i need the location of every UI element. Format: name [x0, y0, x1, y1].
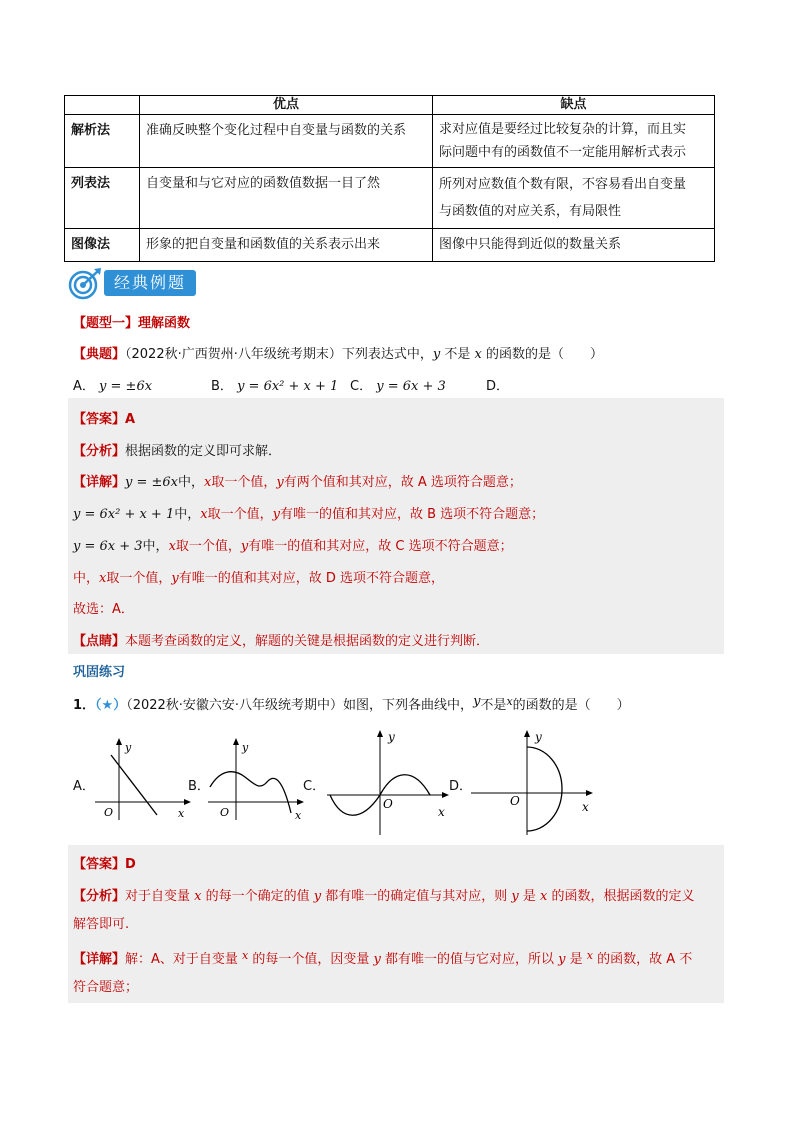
- question-line: [73, 343, 603, 362]
- detail-line: [73, 948, 692, 967]
- graph-d: [468, 727, 598, 837]
- var-x: x: [242, 949, 249, 962]
- detail-expr: y = 6x² + x + 1: [73, 507, 175, 522]
- row-con-line: 求对应值是要经过比较复杂的计算，而且实: [439, 122, 687, 137]
- detail-line: [73, 471, 522, 490]
- analysis-text: 对于自变量: [125, 889, 195, 904]
- answer-value: D: [125, 857, 136, 872]
- var-y: y: [276, 475, 284, 490]
- analysis-tag: 【分析】: [73, 889, 126, 904]
- detail-expr: y = 6x + 3: [73, 539, 143, 554]
- graph-label-c: C．: [303, 779, 326, 794]
- table-header-row: [65, 96, 715, 115]
- axis-x-label: x: [295, 809, 302, 822]
- detail-text: 中，: [73, 571, 100, 586]
- row-method: 图像法: [65, 229, 140, 262]
- option-c: [350, 375, 446, 394]
- section-title: 【题型一】理解函数: [73, 316, 191, 331]
- table-row: [65, 229, 715, 262]
- row-method: 解析法: [65, 115, 140, 168]
- row-con-line: 图像中只能得到近似的数量关系: [439, 237, 622, 252]
- var-y: y: [313, 889, 322, 904]
- row-method: 列表法: [65, 168, 140, 229]
- question-number: 1．: [73, 698, 96, 713]
- detail-text: 有唯一的值和其对应，故 B 选项不符合题意；: [279, 507, 545, 522]
- option-label: A．: [73, 379, 95, 394]
- practice-title: 巩固练习: [73, 665, 126, 680]
- graph-label-a: A．: [73, 779, 95, 794]
- graph-b: [205, 735, 305, 825]
- banner-title: 经典例题: [104, 270, 196, 296]
- var-x: x: [194, 889, 202, 904]
- detail-text: 中，: [142, 539, 169, 554]
- comment-line: [73, 630, 489, 649]
- var-x: x: [99, 571, 107, 586]
- answer-tag: 【答案】: [73, 412, 126, 427]
- detail-text: 中，: [174, 507, 201, 522]
- table-row: [65, 168, 715, 229]
- question-tag: 【典题】: [73, 347, 126, 362]
- solution-block: [68, 398, 724, 654]
- detail-text: 都有唯一的值与它对应，所以: [380, 952, 559, 967]
- var-x: x: [200, 507, 208, 522]
- target-icon: [68, 267, 102, 301]
- option-b: [211, 375, 338, 394]
- row-con: [433, 229, 715, 262]
- difficulty-star: （★）: [95, 698, 127, 713]
- practice-question: [73, 694, 630, 713]
- axis-y-label: y: [388, 730, 395, 744]
- var-y: y: [432, 347, 441, 362]
- axis-x-label: x: [438, 805, 445, 819]
- row-con-line: 与函数值的对应关系，有局限性: [439, 204, 622, 219]
- detail-tag: 【详解】: [73, 475, 126, 490]
- detail-line-cont: 符合题意；: [73, 980, 139, 995]
- detail-line: [73, 503, 544, 522]
- analysis-line-cont: 解答即可.: [73, 917, 130, 932]
- row-pro: 准确反映整个变化过程中自变量与函数的关系: [140, 115, 433, 168]
- detail-text: 是: [565, 952, 587, 967]
- detail-text: 有两个值和其对应，故 A 选项符合题意；: [283, 475, 522, 490]
- origin-label: O: [510, 794, 520, 808]
- detail-tag: 【详解】: [73, 952, 126, 967]
- comparison-table: [64, 95, 715, 262]
- table-header-cell: 缺点: [433, 96, 715, 115]
- var-x: x: [474, 347, 482, 362]
- answer-value: A: [125, 412, 136, 427]
- var-y: y: [240, 539, 249, 554]
- graph-c: [322, 727, 452, 837]
- var-y: y: [558, 952, 566, 967]
- var-x: x: [168, 539, 176, 554]
- option-expr: y = ±6x: [99, 379, 153, 394]
- table-header-cell: 优点: [140, 96, 433, 115]
- detail-text: 的每一个值，因变量: [248, 952, 374, 967]
- question-text: 不是: [440, 347, 475, 362]
- table-row: [65, 115, 715, 168]
- option-label: B．: [211, 379, 233, 394]
- solution-block: [68, 845, 724, 1003]
- axis-y-label: y: [535, 730, 542, 744]
- graph-label-d: D．: [449, 779, 473, 794]
- option-a: [73, 375, 152, 394]
- row-con-line: 所列对应数值个数有限，不容易看出自变量: [439, 177, 687, 192]
- detail-text: 有唯一的值和其对应，故 D 选项不符合题意，: [178, 571, 445, 586]
- axis-x-label: x: [582, 800, 589, 814]
- choose-line: 故选：A．: [73, 602, 134, 617]
- analysis-text: 的函数，根据函数的定义: [547, 889, 695, 904]
- question-text: （2022秋·安徽六安·八年级统考期中）如图，下列各曲线中，: [126, 698, 474, 713]
- row-con-line: 际问题中有的函数值不一定能用解析式表示: [439, 145, 687, 160]
- origin-label: O: [104, 806, 114, 819]
- detail-line: [73, 535, 513, 554]
- analysis-line: [73, 440, 281, 459]
- answer-line: [73, 853, 136, 872]
- graph-a: [92, 735, 192, 825]
- var-y: y: [272, 507, 280, 522]
- detail-text: 的函数，故 A 不: [593, 952, 693, 967]
- option-d: [486, 375, 509, 394]
- row-pro: 形象的把自变量和函数值的关系表示出来: [140, 229, 433, 262]
- question-text: 的函数的是（ ）: [512, 698, 630, 713]
- table-header-cell: [65, 96, 140, 115]
- answer-line: [73, 408, 135, 427]
- graph-label-b: B．: [188, 779, 210, 794]
- question-text: （2022秋·广西贺州·八年级统考期末）下列表达式中，: [125, 347, 433, 362]
- option-expr: y = 6x + 3: [376, 379, 446, 394]
- detail-text: 解：A、对于自变量: [125, 952, 243, 967]
- detail-text: 取一个值，: [207, 507, 273, 522]
- question-text: 的函数的是（ ）: [481, 347, 603, 362]
- axis-y-label: y: [242, 741, 249, 754]
- detail-text: 取一个值，: [211, 475, 277, 490]
- var-y: y: [473, 694, 481, 709]
- option-label: C．: [350, 379, 373, 394]
- row-con: [433, 168, 715, 229]
- detail-text: 中，: [178, 475, 205, 490]
- detail-expr: y = ±6x: [125, 475, 179, 490]
- axis-x-label: x: [178, 807, 185, 820]
- axis-y-label: y: [125, 741, 132, 754]
- analysis-text: 的每一个确定的值: [201, 889, 314, 904]
- option-label: D．: [486, 379, 510, 394]
- detail-text: 有唯一的值和其对应，故 C 选项不符合题意；: [248, 539, 513, 554]
- origin-label: O: [383, 797, 393, 811]
- comment-text: 本题考查函数的定义，解题的关键是根据函数的定义进行判断．: [125, 634, 490, 649]
- answer-tag: 【答案】: [73, 857, 126, 872]
- origin-label: O: [220, 806, 230, 819]
- row-con: [433, 115, 715, 168]
- option-expr: y = 6x² + x + 1: [237, 379, 339, 394]
- var-x: x: [204, 475, 212, 490]
- var-x: x: [540, 889, 548, 904]
- analysis-text: 都有唯一的确定值与其对应，则: [321, 889, 512, 904]
- analysis-text: 根据函数的定义即可求解．: [125, 444, 282, 459]
- comment-tag: 【点睛】: [73, 634, 126, 649]
- analysis-text: 是: [518, 889, 541, 904]
- row-pro: 自变量和与它对应的函数值数据一目了然: [140, 168, 433, 229]
- var-x: x: [506, 695, 513, 708]
- var-y: y: [171, 571, 179, 586]
- analysis-tag: 【分析】: [73, 444, 126, 459]
- var-x: x: [586, 949, 593, 962]
- analysis-line: [73, 885, 695, 904]
- var-y: y: [511, 889, 519, 904]
- var-y: y: [373, 952, 381, 967]
- detail-line: [73, 567, 444, 586]
- question-text: 不是: [480, 698, 507, 713]
- detail-text: 取一个值，: [175, 539, 241, 554]
- detail-text: 取一个值，: [106, 571, 172, 586]
